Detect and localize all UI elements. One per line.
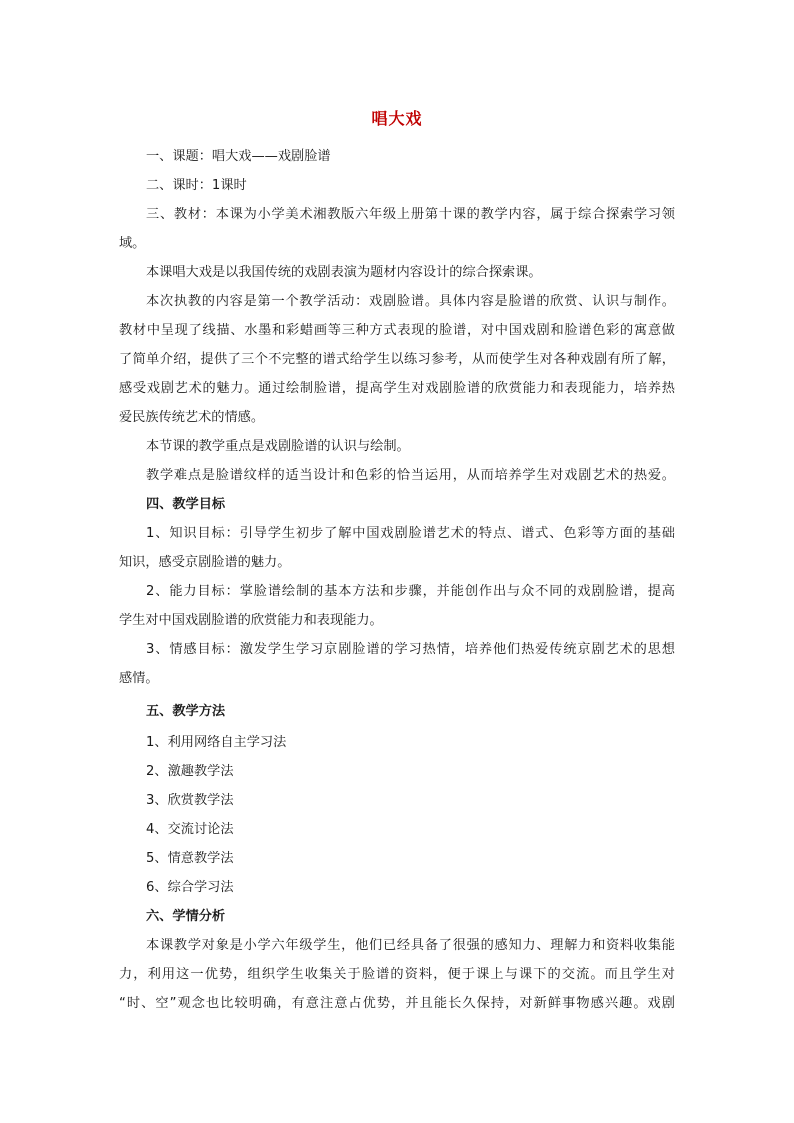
- text-line: 教材中呈现了线描、水墨和彩蜡画等三种方式表现的脸谱，对中国戏剧和脸谱色彩的寓意做: [119, 323, 675, 338]
- list-item: 4、交流讨论法: [146, 822, 234, 837]
- text-line: 2、能力目标：掌脸谱绘制的基本方法和步骤，并能创作出与众不同的戏剧脸谱，提高: [146, 584, 675, 599]
- section-heading: 四、教学目标: [146, 497, 226, 512]
- text-line: 爱民族传统艺术的情感。: [119, 410, 265, 425]
- text-line: 本课唱大戏是以我国传统的戏剧表演为题材内容设计的综合探索课。: [146, 265, 542, 280]
- text-line: 域。: [119, 236, 146, 251]
- section-heading: 六、学情分析: [146, 909, 226, 924]
- text-line: 本课教学对象是小学六年级学生，他们已经具备了很强的感知力、理解力和资料收集能: [146, 938, 675, 953]
- text-line: 了简单介绍，提供了三个不完整的谱式给学生以练习参考，从而使学生对各种戏剧有所了解，: [119, 352, 675, 367]
- text-line: 三、教材：本课为小学美术湘教版六年级上册第十课的教学内容，属于综合探索学习领: [146, 207, 675, 222]
- section-heading: 五、教学方法: [146, 704, 226, 719]
- text-line: 学生对中国戏剧脸谱的欣赏能力和表现能力。: [119, 613, 383, 628]
- text-line: 教学难点是脸谱纹样的适当设计和色彩的恰当运用，从而培养学生对戏剧艺术的热爱。: [146, 468, 675, 483]
- list-item: 3、欣赏教学法: [146, 793, 234, 808]
- text-line: 一、课题：唱大戏——戏剧脸谱: [146, 149, 331, 164]
- document-title: 唱大戏: [371, 109, 423, 128]
- text-line: 1、知识目标：引导学生初步了解中国戏剧脸谱艺术的特点、谱式、色彩等方面的基础: [146, 526, 675, 541]
- text-line: 3、情感目标：激发学生学习京剧脸谱的学习热情，培养他们热爱传统京剧艺术的思想: [146, 642, 675, 657]
- text-line: 本节课的教学重点是戏剧脸谱的认识与绘制。: [146, 439, 410, 454]
- text-line: 本次执教的内容是第一个教学活动：戏剧脸谱。具体内容是脸谱的欣赏、认识与制作。: [146, 294, 675, 309]
- list-item: 1、利用网络自主学习法: [146, 735, 287, 750]
- text-line: 知识，感受京剧脸谱的魅力。: [119, 555, 291, 570]
- text-line: 二、课时：1课时: [146, 178, 247, 193]
- text-line: 感情。: [119, 671, 159, 686]
- list-item: 2、激趣教学法: [146, 764, 234, 779]
- text-line: 力，利用这一优势，组织学生收集关于脸谱的资料，便于课上与课下的交流。而且学生对: [119, 967, 675, 982]
- list-item: 6、综合学习法: [146, 880, 234, 895]
- text-line: 感受戏剧艺术的魅力。通过绘制脸谱，提高学生对戏剧脸谱的欣赏能力和表现能力，培养热: [119, 381, 675, 396]
- list-item: 5、情意教学法: [146, 851, 234, 866]
- text-line: “时、空”观念也比较明确，有意注意占优势，并且能长久保持，对新鲜事物感兴趣。戏剧: [119, 996, 675, 1011]
